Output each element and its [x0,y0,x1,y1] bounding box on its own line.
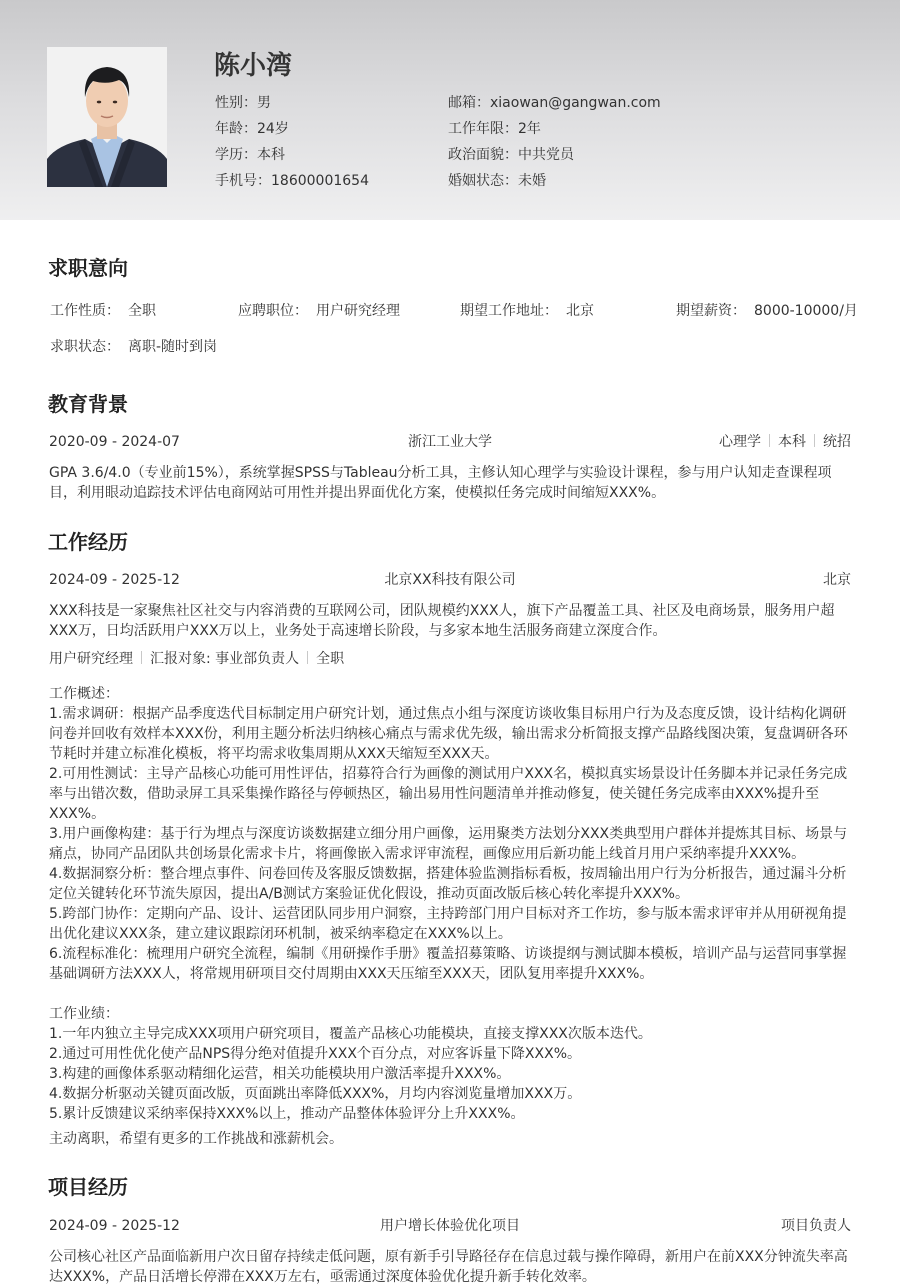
resume-header [0,0,900,220]
divider [769,434,770,447]
education-period: 2020-09 - 2024-07 [49,434,180,450]
age-info: 年龄：24岁 [215,121,289,137]
achievement-item: 1.一年内独立主导完成XXX项用户研究项目，覆盖产品核心功能模块，直接支撑XXX次版本迭代。 [49,1026,652,1042]
job-location-value: 北京 [566,303,594,319]
achievement-item: 2.通过可用性优化使产品NPS得分绝对值提升XXX个百分点，对应客诉量下降XXX%。 [49,1046,582,1062]
education-tags [719,432,851,452]
work-company: 北京XX科技有限公司 [384,572,516,588]
job-salary [676,301,858,321]
phone-info: 手机号：18600001654 [215,173,369,189]
work-years-info: 工作年限：2年 [448,121,541,137]
marital-info: 婚姻状态：未婚 [448,173,546,189]
work-period: 2024-09 - 2025-12 [49,572,180,588]
leave-reason: 主动离职，希望有更多的工作挑战和涨薪机会。 [49,1131,343,1147]
education-degree: 本科 [778,434,806,450]
education-major: 心理学 [719,434,761,450]
work-role: 用户研究经理 [49,651,133,667]
project-description: 公司核心社区产品面临新用户次日留存持续走低问题，原有新手引导路径存在信息过载与操作障碍，新用户在前XXX分钟流失率高达XXX%，产品日活增长停滞在XXX万左右，亟需通过深度体验优化提升新手转化效率。 [49,1249,848,1285]
work-row [49,570,851,590]
job-type [50,301,156,321]
gender-info: 性别：男 [215,95,271,111]
job-position-value: 用户研究经理 [316,303,400,319]
political-info: 政治面貌：中共党员 [448,147,574,163]
duty-item: 6.流程标准化：梳理用户研究全流程，编制《用研操作手册》覆盖招募策略、访谈提纲与测试脚本模板，培训产品与运营同事掌握基础调研方法XXX人，将常规用研项目交付周期由XXX天压缩至XXX天，团队复用率提升XXX%。 [49,946,847,982]
job-status [50,337,217,357]
job-status-label: 求职状态： [50,339,120,355]
job-location-label: 期望工作地址： [460,303,558,319]
education-title: 教育背景 [48,392,128,416]
education-row [49,432,851,452]
achievement-item: 5.累计反馈建议采纳率保持XXX%以上，推动产品整体体验评分上升XXX%。 [49,1106,525,1122]
duty-item: 3.用户画像构建：基于行为埋点与深度访谈数据建立细分用户画像，运用聚类方法划分XXX类典型用户群体并提炼其目标、场景与痛点，协同产品团队共创场景化需求卡片，将画像嵌入需求评审流程，画像应用后新功能上线首月用户采纳率提升XXX%。 [49,826,848,862]
project-name: 用户增长体验优化项目 [380,1218,520,1234]
overview-title: 工作概述： [49,686,119,702]
project-row [49,1216,851,1236]
work-report: 汇报对象: 事业部负责人 [150,651,300,667]
job-status-value: 离职-随时到岗 [128,339,218,355]
divider [814,434,815,447]
achievements-title: 工作业绩： [49,1006,119,1022]
duty-item: 5.跨部门协作：定期向产品、设计、运营团队同步用户洞察，主持跨部门用户目标对齐工作坊，参与版本需求评审并从用研视角提出优化建议XXX条，建立建议跟踪闭环机制，被采纳率稳定在XXX%以上。 [49,906,847,942]
work-employment: 全职 [316,651,345,667]
profile-photo [47,47,167,187]
portrait-image [47,47,167,187]
job-type-label: 工作性质： [50,303,120,319]
work-city: 北京 [823,572,851,588]
divider [307,651,308,664]
job-salary-value: 8000-10000/月 [754,303,858,319]
job-location [460,301,594,321]
achievement-item: 4.数据分析驱动关键页面改版，页面跳出率降低XXX%，月均内容浏览量增加XXX万。 [49,1086,582,1102]
duty-item: 4.数据洞察分析：整合埋点事件、问卷回传及客服反馈数据，搭建体验监测指标看板，按周输出用户行为分析报告，通过漏斗分析定位关键转化环节流失原因，提出A/B测试方案验证优化假设，推动页面改版后核心转化率提升XXX%。 [49,866,847,902]
education-enroll: 统招 [823,434,851,450]
project-period: 2024-09 - 2025-12 [49,1218,180,1234]
project-role: 项目负责人 [781,1218,851,1234]
education-description: GPA 3.6/4.0（专业前15%），系统掌握SPSS与Tableau分析工具，主修认知心理学与实验设计课程，参与用户认知走查课程项目，利用眼动追踪技术评估电商网站可用性并提出界面优化方案，使模拟任务完成时间缩短XXX%。 [49,465,832,501]
achievement-item: 3.构建的画像体系驱动精细化运营，相关功能模块用户激活率提升XXX%。 [49,1066,511,1082]
company-description: XXX科技是一家聚焦社区社交与内容消费的互联网公司，团队规模约XXX人，旗下产品覆盖工具、社区及电商场景，服务用户超XXX万，日均活跃用户XXX万以上，业务处于高速增长阶段，与多家本地生活服务商建立深度合作。 [49,603,835,639]
candidate-name: 陈小湾 [214,51,293,81]
education-info: 学历：本科 [215,147,285,163]
work-title: 工作经历 [48,530,128,554]
divider [141,651,142,664]
job-position [238,301,400,321]
job-intention-title: 求职意向 [48,256,128,280]
email-info: 邮箱：xiaowan@gangwan.com [448,95,661,111]
spacer [49,984,854,1004]
duty-item: 1.需求调研：根据产品季度迭代目标制定用户研究计划，通过焦点小组与深度访谈收集目标用户行为及态度反馈，设计结构化调研问卷并回收有效样本XXX份，利用主题分析法归纳核心痛点与需求优先级，输出需求分析简报支撑产品路线图决策，复盘调研各环节耗时并建立标准化模板，将平均需求收集周期从XXX天缩短至XXX天。 [49,706,848,762]
project-title: 项目经历 [48,1175,128,1199]
work-details [49,684,854,1124]
duty-item: 2.可用性测试：主导产品核心功能可用性评估，招募符合行为画像的测试用户XXX名，模拟真实场景设计任务脚本并记录任务完成率与出错次数，借助录屏工具采集操作路径与停顿热区，输出易用性问题清单并推动修复，使关键任务完成率由XXX%提升至XXX%。 [49,766,848,822]
job-salary-label: 期望薪资： [676,303,746,319]
job-position-label: 应聘职位： [238,303,308,319]
work-role-row [49,649,344,669]
education-school: 浙江工业大学 [408,434,492,450]
job-type-value: 全职 [128,303,156,319]
